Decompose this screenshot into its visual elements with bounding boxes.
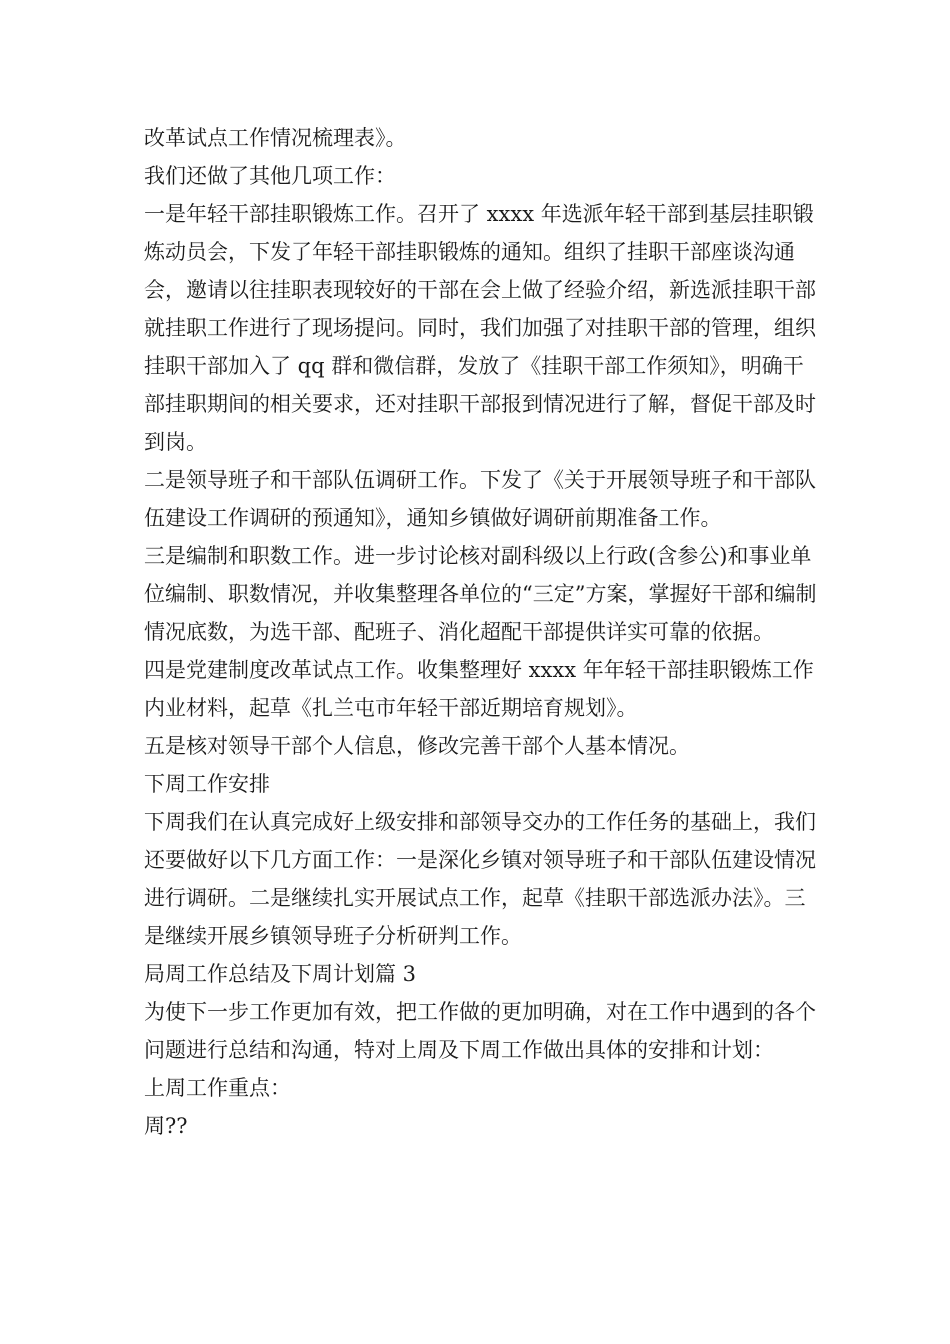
paragraph-next-week-details: 下周我们在认真完成好上级安排和部领导交办的工作任务的基础上，我们还要做好以下几方面工作：一是深化乡镇对领导班子和干部队伍建设情况进行调研。二是继续扎实开展试点工作，起草《挂职干部选派办法》。三是继续开展乡镇领导班子分析研判工作。 [144, 810, 816, 948]
heading-next-week-plan: 下周工作安排 [144, 772, 270, 796]
heading-last-week-focus: 上周工作重点： [144, 1076, 291, 1100]
paragraph-item-one: 一是年轻干部挂职锻炼工作。召开了 xxxx 年选派年轻干部到基层挂职锻炼动员会，下发了年轻干部挂职锻炼的通知。组织了挂职干部座谈沟通会，邀请以往挂职表现较好的干部在会上做了经验介绍，新选派挂职干部就挂职工作进行了现场提问。同时，我们加强了对挂职干部的管理，组织挂职干部加入了 qq 群和微信群，发放了《挂职干部工作须知》，明确干部挂职期间的相关要求，还对挂职干部报到情况进行了解，督促干部及时到岗。 [144, 202, 816, 454]
paragraph-section-3-intro: 为使下一步工作更加有效，把工作做的更加明确，对在工作中遇到的各个问题进行总结和沟通，特对上周及下周工作做出具体的安排和计划： [144, 1000, 816, 1062]
paragraph-table-title-end: 改革试点工作情况梳理表》。 [144, 126, 407, 150]
paragraph-item-two: 二是领导班子和干部队伍调研工作。下发了《关于开展领导班子和干部队伍建设工作调研的预通知》，通知乡镇做好调研前期准备工作。 [144, 468, 816, 530]
document-body [144, 119, 824, 1145]
paragraph-item-four: 四是党建制度改革试点工作。收集整理好 xxxx 年年轻干部挂职锻炼工作内业材料，起草《扎兰屯市年轻干部近期培育规划》。 [144, 658, 814, 720]
heading-section-3: 局周工作总结及下周计划篇 3 [144, 962, 417, 986]
paragraph-week-fragment: 周?? [144, 1114, 188, 1138]
paragraph-item-five: 五是核对领导干部个人信息，修改完善干部个人基本情况。 [144, 734, 690, 758]
paragraph-item-three: 三是编制和职数工作。进一步讨论核对副科级以上行政(含参公)和事业单位编制、职数情况，并收集整理各单位的“三定”方案，掌握好干部和编制情况底数，为选干部、配班子、消化超配干部提供详实可靠的依据。 [144, 544, 817, 644]
paragraph-other-work-intro: 我们还做了其他几项工作： [144, 164, 396, 188]
